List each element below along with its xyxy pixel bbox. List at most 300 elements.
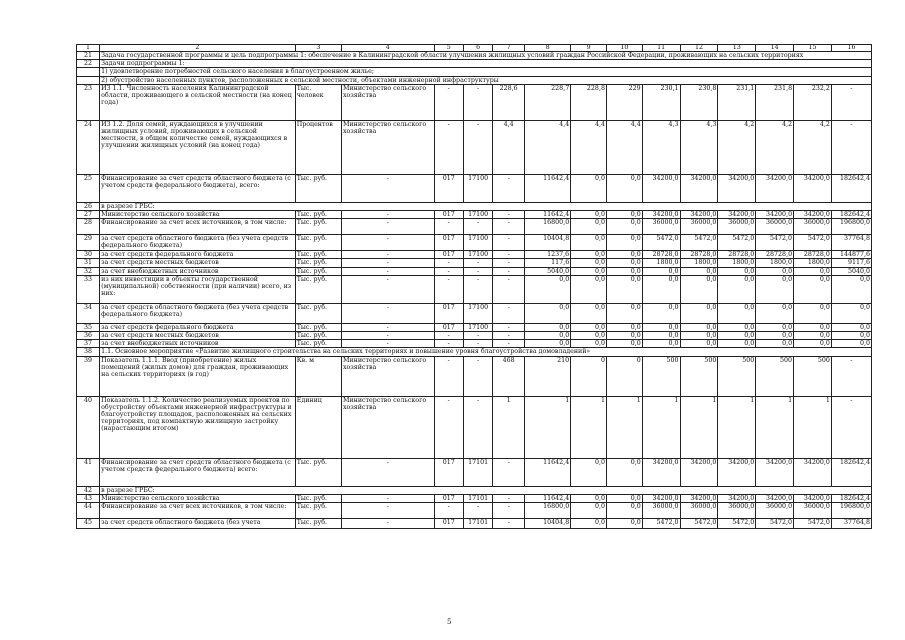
value-cell: 0,0 [606,519,642,529]
value-cell: 1 [571,396,607,458]
value-cell: 34200,0 [756,211,794,219]
value-cell: 500 [718,356,756,396]
code-cell: - [463,396,492,458]
value-cell: 0,0 [524,340,570,348]
indicator-name-cell: Показатель 1.1.1. Ввод (приобретение) жилых помещений (жилых домов) для граждан, проживающих на сельских территориях (в год) [100,356,296,396]
value-cell: 182642,4 [831,458,871,486]
section-row [77,52,872,60]
code-cell: 17101 [463,458,492,486]
value-cell: 182642,4 [831,211,871,219]
value-cell: 1800,0 [718,259,756,267]
value-cell: 0,0 [606,323,642,331]
value-cell: 0,0 [606,340,642,348]
value-cell: 34200,0 [718,458,756,486]
value-cell: 0,0 [718,340,756,348]
value-cell: 0,0 [606,275,642,303]
value-cell: 11642,4 [524,458,570,486]
value-cell: 5472,0 [642,519,680,529]
code-cell: 17101 [463,519,492,529]
value-cell: 16800,0 [524,503,570,519]
value-cell: 0,0 [831,275,871,303]
value-cell: 4,2 [794,120,832,174]
row-number-cell: 43 [77,494,100,502]
value-cell: 0,0 [571,174,607,202]
value-cell: 34200,0 [756,174,794,202]
value-cell: 5040,0 [831,267,871,275]
executor-cell: Министерство сельского хозяйства [341,396,434,458]
column-number-cell: 2 [100,45,296,52]
value-cell: 4,2 [756,120,794,174]
unit-cell: Тыс. руб. [295,267,341,275]
value-cell: 4,2 [718,120,756,174]
table-row [77,332,872,340]
table-row [77,174,872,202]
value-cell: 0,0 [794,275,832,303]
column-number-cell: 7 [493,45,525,52]
row-number-cell: 29 [77,235,100,251]
indicator-name-cell: за счет средств федерального бюджета [100,323,296,331]
table-row [77,303,872,323]
value-cell: 0,0 [831,303,871,323]
section-title-cell: Задача государственной программы и цель подпрограммы 1: обеспечение в Калининградской области улучшения жилищных условий граждан Российской Федерации, проживающих на сельских территориях [100,52,872,60]
column-number-cell: 11 [642,45,680,52]
value-cell: 0,0 [524,275,570,303]
indicator-name-cell: Министерство сельского хозяйства [100,494,296,502]
code-cell: - [493,323,525,331]
code-cell: 1 [493,396,525,458]
value-cell: 37764,8 [831,235,871,251]
value-cell: 5472,0 [680,235,718,251]
table-row [77,259,872,267]
value-cell: 182642,4 [831,494,871,502]
value-cell: 1 [718,396,756,458]
value-cell: 228,8 [571,84,607,120]
unit-cell: Единиц [295,396,341,458]
value-cell: - [831,396,871,458]
code-cell: 17100 [463,211,492,219]
value-cell: 0,0 [680,267,718,275]
value-cell: 1800,0 [642,259,680,267]
unit-cell: Тыс. руб. [295,235,341,251]
code-cell: 017 [434,174,463,202]
value-cell: 0,0 [756,323,794,331]
code-cell: - [463,275,492,303]
value-cell: 34200,0 [794,458,832,486]
value-cell: 0,0 [571,235,607,251]
value-cell: 0,0 [524,303,570,323]
row-number-cell: 26 [77,202,100,210]
row-number-cell: 40 [77,396,100,458]
value-cell: 0,0 [718,267,756,275]
row-number-cell: 27 [77,211,100,219]
unit-cell: Тыс. руб. [295,519,341,529]
column-number-cell: 3 [295,45,341,52]
code-cell: 017 [434,323,463,331]
section-row [77,202,872,210]
value-cell: 0,0 [831,323,871,331]
value-cell: 34200,0 [642,458,680,486]
value-cell: 1800,0 [756,259,794,267]
unit-cell: Тыс. руб. [295,211,341,219]
value-cell: 34200,0 [642,211,680,219]
value-cell: 0,0 [718,275,756,303]
row-number-cell: 38 [77,348,100,356]
value-cell: 0,0 [606,174,642,202]
value-cell: 34200,0 [718,174,756,202]
code-cell: 17100 [463,235,492,251]
code-cell: - [493,174,525,202]
value-cell: 0,0 [571,323,607,331]
budget-table-page [76,44,872,529]
unit-cell: Тыс. руб. [295,340,341,348]
indicator-name-cell: из них инвестиции в объекты государственной (муниципальной) собственности (при наличии) всего, из них: [100,275,296,303]
table-row [77,211,872,219]
code-cell: 017 [434,519,463,529]
code-cell: 17101 [463,494,492,502]
unit-cell: Тыс. руб. [295,332,341,340]
row-number-cell: 32 [77,267,100,275]
value-cell: 0,0 [794,303,832,323]
value-cell: 36000,0 [680,219,718,235]
value-cell: 0,0 [642,332,680,340]
code-cell: - [493,211,525,219]
value-cell: 0,0 [794,340,832,348]
code-cell: - [493,494,525,502]
code-cell: - [463,356,492,396]
value-cell: 0,0 [606,235,642,251]
value-cell: 34200,0 [680,494,718,502]
code-cell: - [493,267,525,275]
value-cell: 0,0 [831,332,871,340]
indicator-name-cell: за счет средств местных бюджетов [100,259,296,267]
value-cell: 0,0 [571,267,607,275]
value-cell: 231,8 [756,84,794,120]
value-cell: 1800,0 [680,259,718,267]
code-cell: - [463,120,492,174]
code-cell: 17100 [463,303,492,323]
executor-cell: Министерство сельского хозяйства [341,84,434,120]
value-cell: 0,0 [718,332,756,340]
value-cell: 34200,0 [680,211,718,219]
code-cell: - [463,503,492,519]
table-row [77,340,872,348]
unit-cell: Тыс. руб. [295,259,341,267]
indicator-name-cell: ИЗ 1.1. Численность населения Калининградской области, проживающего в сельской местности (на конец года) [100,84,296,120]
code-cell: - [434,332,463,340]
column-number-cell: 6 [463,45,492,52]
executor-cell: Министерство сельского хозяйства [341,120,434,174]
value-cell: 36000,0 [794,219,832,235]
row-number-cell: 42 [77,486,100,494]
executor-cell: - [341,235,434,251]
executor-cell: - [341,259,434,267]
indicator-name-cell: за счет внебюджетных источников [100,267,296,275]
table-row [77,84,872,120]
value-cell: 36000,0 [756,503,794,519]
value-cell: 10404,8 [524,235,570,251]
row-number-cell: 22 [77,60,100,68]
value-cell: 10404,8 [524,519,570,529]
value-cell: 34200,0 [794,211,832,219]
unit-cell: Процентов [295,120,341,174]
executor-cell: - [341,275,434,303]
value-cell: 0,0 [571,519,607,529]
indicator-name-cell: за счет внебюджетных источников [100,340,296,348]
row-number-cell: 39 [77,356,100,396]
code-cell: 017 [434,235,463,251]
code-cell: - [493,275,525,303]
section-title-cell: Задачи подпрограммы 1: [100,60,872,68]
code-cell: 017 [434,251,463,259]
indicator-name-cell: Финансирование за счет всех источников, в том числе: [100,219,296,235]
code-cell: - [434,275,463,303]
section-title-cell: в разрезе ГРБС: [100,202,872,210]
unit-cell: Тыс. руб. [295,503,341,519]
section-title-cell: 1.1. Основное мероприятие «Развитие жилищного строительства на сельских территориях и повышение уровня благоустройства домовладений» [100,348,872,356]
row-number-cell: 30 [77,251,100,259]
value-cell: 36000,0 [642,503,680,519]
executor-cell: - [341,251,434,259]
value-cell: 28728,0 [718,251,756,259]
value-cell: 0,0 [606,219,642,235]
table-row [77,267,872,275]
value-cell: 36000,0 [794,503,832,519]
table-row [77,219,872,235]
column-number-cell: 1 [77,45,100,52]
value-cell: 0,0 [756,275,794,303]
value-cell: 28728,0 [642,251,680,259]
table-row [77,356,872,396]
executor-cell: - [341,211,434,219]
value-cell: 0,0 [642,267,680,275]
section-row [77,76,872,84]
value-cell: 144877,6 [831,251,871,259]
row-number-cell: 45 [77,519,100,529]
value-cell: 0,0 [606,494,642,502]
code-cell: - [434,340,463,348]
value-cell: 500 [642,356,680,396]
unit-cell: Тыс. руб. [295,275,341,303]
value-cell: 1 [756,396,794,458]
section-title-cell: 1) удовлетворение потребностей сельского населения в благоустроенном жилье; [100,68,872,76]
code-cell: 228,6 [493,84,525,120]
column-number-cell: 5 [434,45,463,52]
code-cell: - [493,519,525,529]
table-row [77,396,872,458]
value-cell: 0,0 [571,251,607,259]
value-cell: 5472,0 [642,235,680,251]
code-cell: - [434,503,463,519]
value-cell: 117,6 [524,259,570,267]
value-cell: 36000,0 [642,219,680,235]
column-number-cell: 10 [606,45,642,52]
value-cell: 16800,0 [524,219,570,235]
value-cell: 36000,0 [680,503,718,519]
value-cell: 0,0 [680,303,718,323]
value-cell: 36000,0 [718,219,756,235]
value-cell: - [831,356,871,396]
row-number-cell: 35 [77,323,100,331]
value-cell: 0,0 [794,323,832,331]
value-cell: 0,0 [571,503,607,519]
column-number-cell: 8 [524,45,570,52]
value-cell: 196800,0 [831,503,871,519]
value-cell: 1 [524,396,570,458]
code-cell: 017 [434,494,463,502]
code-cell: 17100 [463,174,492,202]
value-cell: 500 [794,356,832,396]
value-cell: 500 [756,356,794,396]
table-row [77,120,872,174]
value-cell: 5472,0 [756,519,794,529]
value-cell: 182642,4 [831,174,871,202]
value-cell: 0,0 [642,340,680,348]
column-number-cell: 16 [831,45,871,52]
column-number-row [77,45,872,52]
value-cell: 0,0 [571,211,607,219]
indicator-name-cell: Финансирование за счет всех источников, в том числе: [100,503,296,519]
value-cell: 0,0 [756,340,794,348]
code-cell: - [463,219,492,235]
value-cell: 0,0 [794,267,832,275]
table-row [77,494,872,502]
value-cell: 5040,0 [524,267,570,275]
page-number: 5 [447,618,452,626]
unit-cell: Тыс. руб. [295,174,341,202]
executor-cell: - [341,494,434,502]
value-cell: 34200,0 [756,494,794,502]
value-cell: 1800,0 [794,259,832,267]
code-cell: - [434,219,463,235]
value-cell: 4,4 [606,120,642,174]
value-cell: 4,3 [642,120,680,174]
value-cell: 0,0 [571,275,607,303]
value-cell: 34200,0 [794,494,832,502]
value-cell: 231,1 [718,84,756,120]
code-cell: - [434,356,463,396]
row-number-cell [77,76,100,84]
code-cell: - [434,267,463,275]
table-row [77,323,872,331]
value-cell: 0,0 [718,323,756,331]
row-number-cell: 31 [77,259,100,267]
indicator-name-cell: Министерство сельского хозяйства [100,211,296,219]
value-cell: 36000,0 [756,219,794,235]
column-number-cell: 4 [341,45,434,52]
value-cell: 34200,0 [718,494,756,502]
code-cell: - [493,251,525,259]
row-number-cell: 33 [77,275,100,303]
column-number-cell: 12 [680,45,718,52]
value-cell: 1 [642,396,680,458]
budget-table [76,44,872,529]
indicator-name-cell: за счет средств федерального бюджета [100,251,296,259]
code-cell: - [434,84,463,120]
value-cell: 0 [606,356,642,396]
value-cell: 0,0 [524,323,570,331]
value-cell: 0,0 [606,503,642,519]
value-cell: 230,8 [680,84,718,120]
executor-cell: - [341,332,434,340]
value-cell: 232,2 [794,84,832,120]
column-number-cell: 9 [571,45,607,52]
value-cell: 210 [524,356,570,396]
value-cell: 0,0 [606,267,642,275]
value-cell: 5472,0 [680,519,718,529]
indicator-name-cell: за счет средств областного бюджета (без учета средств федерального бюджета) [100,235,296,251]
section-row [77,486,872,494]
value-cell: 5472,0 [794,519,832,529]
value-cell: 0 [571,356,607,396]
value-cell: 28728,0 [680,251,718,259]
column-number-cell: 14 [756,45,794,52]
value-cell: 5472,0 [794,235,832,251]
executor-cell: - [341,519,434,529]
row-number-cell: 37 [77,340,100,348]
value-cell: 34200,0 [718,211,756,219]
value-cell: 1237,6 [524,251,570,259]
indicator-name-cell: за счет средств местных бюджетов [100,332,296,340]
section-title-cell: в разрезе ГРБС: [100,486,872,494]
value-cell: - [831,84,871,120]
value-cell: 0,0 [606,259,642,267]
code-cell: - [463,340,492,348]
value-cell: 4,4 [571,120,607,174]
value-cell: 1 [680,396,718,458]
value-cell: 228,7 [524,84,570,120]
unit-cell: Тыс. руб. [295,458,341,486]
table-row [77,503,872,519]
value-cell: 9117,6 [831,259,871,267]
row-number-cell [77,68,100,76]
value-cell: 230,1 [642,84,680,120]
value-cell: 1 [794,396,832,458]
indicator-name-cell: за счет средств областного бюджета (без учета [100,519,296,529]
row-number-cell: 23 [77,84,100,120]
value-cell: 0,0 [718,303,756,323]
value-cell: 36000,0 [718,503,756,519]
value-cell: 0,0 [524,332,570,340]
executor-cell: - [341,323,434,331]
value-cell: 0,0 [606,251,642,259]
value-cell: 4,4 [524,120,570,174]
table-row [77,458,872,486]
code-cell: - [463,267,492,275]
code-cell: - [493,340,525,348]
row-number-cell: 24 [77,120,100,174]
code-cell: - [463,332,492,340]
value-cell: 34200,0 [756,458,794,486]
row-number-cell: 41 [77,458,100,486]
value-cell: 0,0 [794,332,832,340]
unit-cell: Тыс. руб. [295,323,341,331]
value-cell: 5472,0 [718,235,756,251]
code-cell: - [493,458,525,486]
unit-cell: Тыс. руб. [295,219,341,235]
value-cell: 0,0 [571,458,607,486]
executor-cell: - [341,267,434,275]
executor-cell: - [341,503,434,519]
value-cell: 34200,0 [642,174,680,202]
value-cell: 0,0 [642,323,680,331]
value-cell: 0,0 [571,219,607,235]
value-cell: 5472,0 [756,235,794,251]
value-cell: 0,0 [571,332,607,340]
executor-cell: - [341,340,434,348]
value-cell: 0,0 [642,303,680,323]
value-cell: 0,0 [680,275,718,303]
executor-cell: - [341,219,434,235]
